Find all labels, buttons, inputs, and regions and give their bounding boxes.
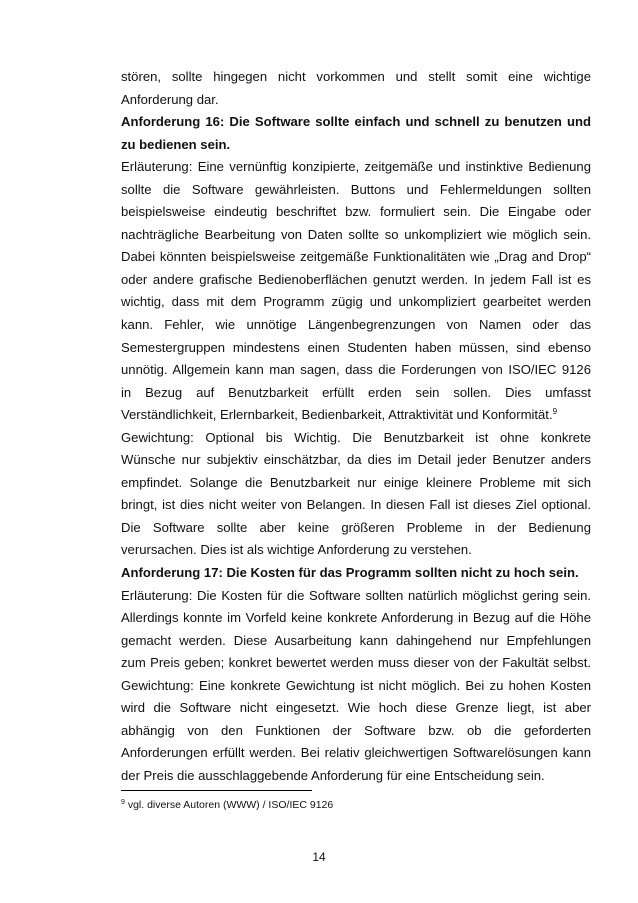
paragraph-line: [121, 269, 591, 292]
paragraph-line: [121, 246, 591, 269]
line-text: Gewichtung: Optional bis Wichtig. Die Benutzbarkeit ist ohne konkrete: [121, 429, 591, 445]
paragraph-line: [121, 675, 591, 698]
line-text: in Bezug auf Benutzbarkeit erfüllt erden sein sollen. Dies umfasst: [121, 384, 591, 400]
paragraph-line: [121, 291, 591, 314]
line-text: unnötig. Allgemein kann man sagen, dass die Forderungen von ISO/IEC 9126: [121, 362, 591, 378]
line-text: verursachen. Dies ist als wichtige Anforderung zu verstehen.: [121, 542, 472, 558]
body-text: [121, 66, 591, 788]
line-text: gemacht werden. Diese Ausarbeitung kann dahingehend nur Empfehlungen: [121, 632, 591, 648]
paragraph-line: [121, 179, 591, 202]
line-text: Anforderung 17: Die Kosten für das Programm sollten nicht zu hoch sein.: [121, 565, 579, 581]
page-number: 14: [312, 850, 326, 864]
line-text: Semestergruppen mindestens einen Studenten haben müssen, sind ebenso: [121, 339, 591, 355]
line-text: wichtig, dass mit dem Programm zügig und unkompliziert gearbeitet werden: [121, 294, 591, 310]
line-text: Dabei könnten beispielsweise zeitgemäße Funktionalitäten wie „Drag and Drop“: [121, 249, 591, 265]
line-text: nachträgliche Bearbeitung von Daten sollte so unkompliziert wie möglich sein.: [121, 226, 591, 242]
requirement-heading-line: [121, 111, 591, 134]
footnote: [121, 796, 333, 812]
line-text: Wünsche nur subjektiv einschätzbar, da dies im Detail jeder Benutzer anders: [121, 452, 591, 468]
line-text: Anforderung 16: Die Software sollte einfach und schnell zu benutzen und: [121, 114, 591, 130]
line-text: der Preis die ausschlaggebende Anforderung für eine Entscheidung sein.: [121, 767, 545, 783]
line-text: zu bedienen sein.: [121, 136, 231, 152]
paragraph-line: [121, 314, 591, 337]
paragraph-line: [121, 201, 591, 224]
paragraph-line: [121, 156, 591, 179]
footnote-reference: 9: [552, 407, 558, 417]
paragraph-line: [121, 404, 591, 427]
paragraph-line: [121, 585, 591, 608]
line-text: zum Preis geben; konkret bewertet werden muss dieser von der Fakultät selbst.: [121, 655, 591, 671]
line-text: Verständlichkeit, Erlernbarkeit, Bedienbarkeit, Attraktivität und Konformität.: [121, 407, 553, 423]
paragraph-line: [121, 742, 591, 765]
requirement-heading-line: [121, 134, 591, 157]
paragraph-line: [121, 472, 591, 495]
paragraph-line: [121, 359, 591, 382]
line-text: Anforderungen erfüllt werden. Bei relativ gleichwertigen Softwarelösungen kann: [121, 745, 591, 761]
paragraph-line: [121, 697, 591, 720]
line-text: Erläuterung: Eine vernünftig konzipierte, zeitgemäße und instinktive Bedienung: [121, 159, 591, 175]
paragraph-line: [121, 517, 591, 540]
line-text: stören, sollte hingegen nicht vorkommen und stellt somit eine wichtige: [121, 69, 591, 84]
line-text: Erläuterung: Die Kosten für die Software sollten natürlich möglichst gering sein.: [121, 587, 591, 603]
paragraph-line: [121, 652, 591, 675]
line-text: Anforderung dar.: [121, 91, 219, 107]
line-text: Allerdings konnte im Vorfeld keine konkrete Anforderung in Bezug auf die Höhe: [121, 610, 591, 626]
line-text: wird die Software nicht eingesetzt. Wie hoch diese Grenze liegt, ist aber: [121, 700, 591, 716]
paragraph-line: [121, 494, 591, 517]
line-text: beispielsweise eindeutig beschriftet bzw. formuliert sein. Die Eingabe oder: [121, 204, 591, 220]
paragraph-line: [121, 66, 591, 89]
paragraph-line: [121, 539, 591, 562]
requirement-heading-line: [121, 562, 591, 585]
paragraph-line: [121, 630, 591, 653]
paragraph-line: [121, 765, 591, 788]
line-text: bringt, ist dies nicht weiter von Belangen. In diesen Fall ist dieses Ziel optional.: [121, 497, 591, 513]
line-text: oder andere grafische Bedienoberflächen genutzt werden. In jedem Fall ist es: [121, 271, 591, 287]
paragraph-line: [121, 449, 591, 472]
paragraph-line: [121, 720, 591, 743]
paragraph-line: [121, 427, 591, 450]
line-text: sollte die Software gewährleisten. Buttons und Fehlermeldungen sollten: [121, 181, 591, 197]
line-text: empfindet. Solange die Benutzbarkeit nur einige kleinere Probleme mit sich: [121, 474, 591, 490]
footnote-text: vgl. diverse Autoren (WWW) / ISO/IEC 9126: [124, 799, 334, 811]
line-text: kann. Fehler, wie unnötige Längenbegrenzungen von Namen oder das: [121, 317, 591, 333]
footnote-number: 9: [121, 799, 125, 806]
paragraph-line: [121, 224, 591, 247]
footnote-separator: [121, 790, 312, 791]
paragraph-line: [121, 382, 591, 405]
line-text: Die Software sollte aber keine größeren Probleme in der Bedienung: [121, 519, 591, 535]
line-text: abhängig von den Funktionen der Software bzw. ob die geforderten: [121, 722, 591, 738]
paragraph-line: [121, 89, 591, 112]
paragraph-line: [121, 607, 591, 630]
paragraph-line: [121, 337, 591, 360]
line-text: Gewichtung: Eine konkrete Gewichtung ist nicht möglich. Bei zu hohen Kosten: [121, 677, 591, 693]
